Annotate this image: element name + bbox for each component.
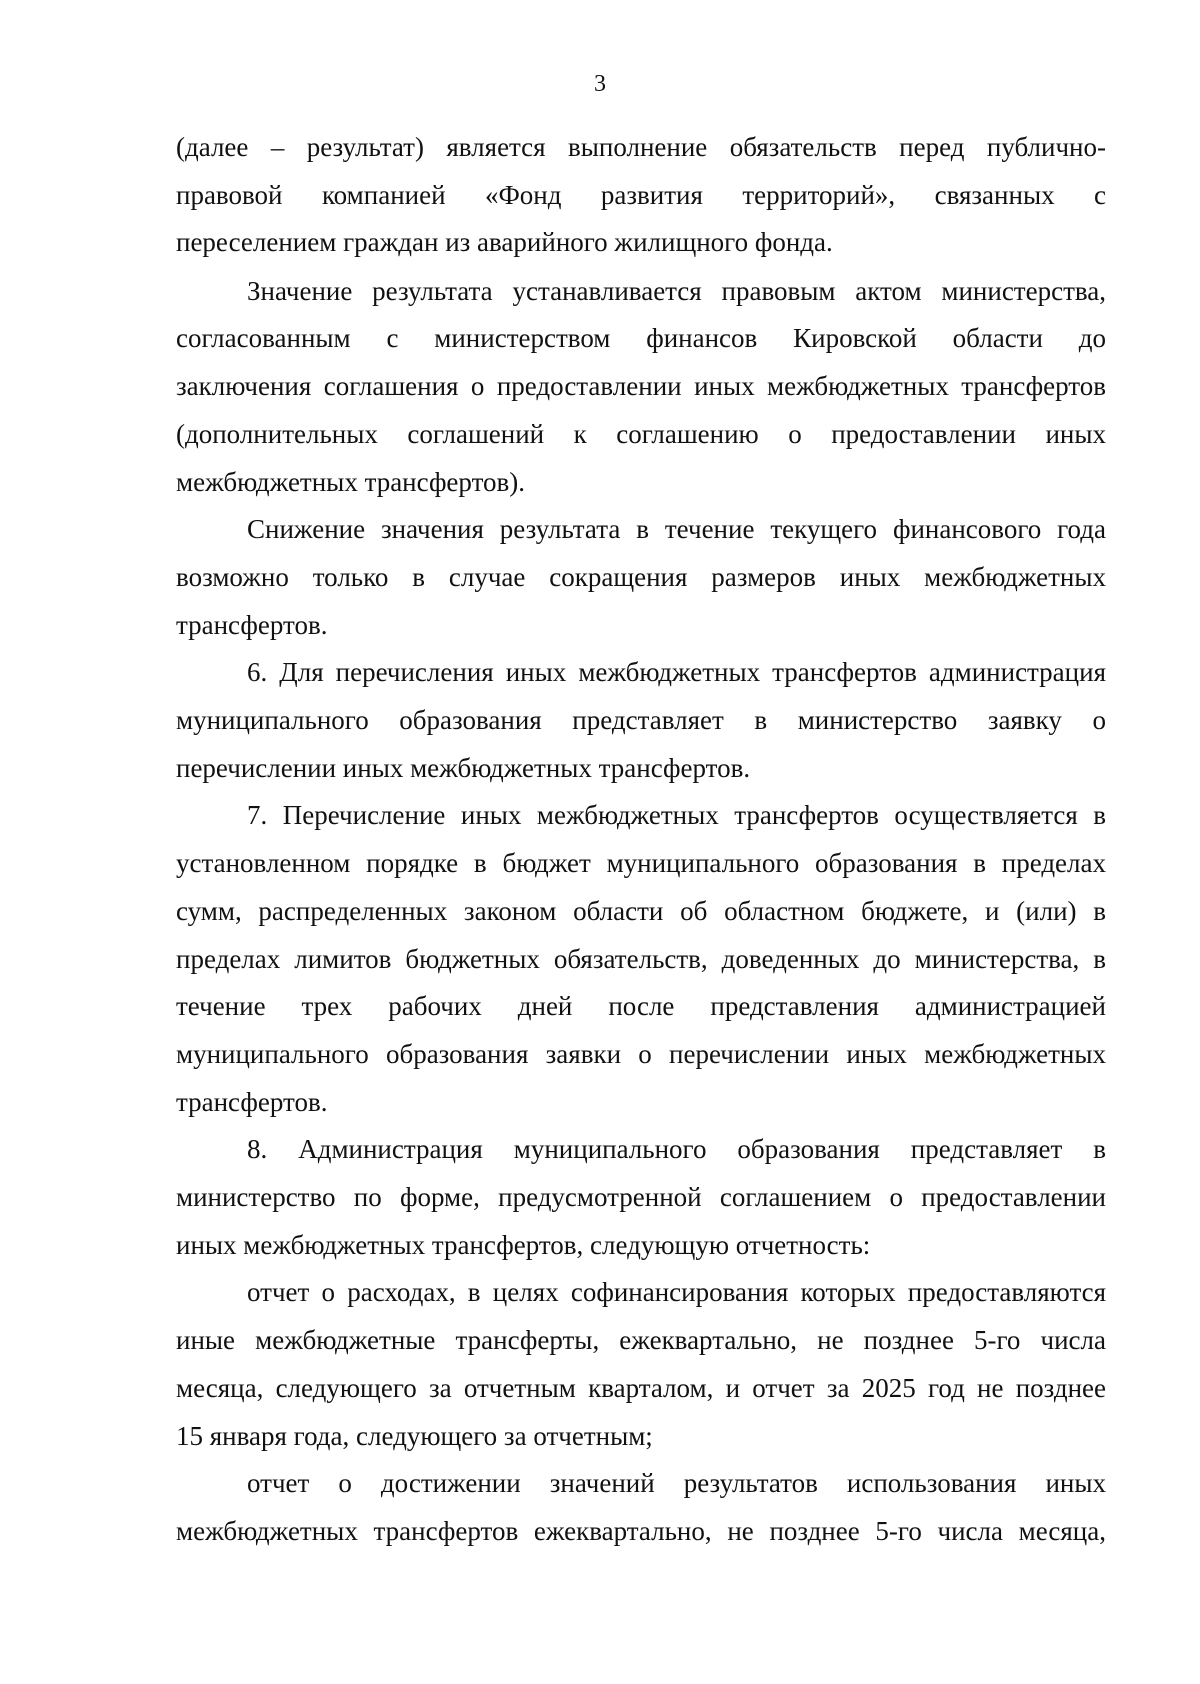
text-line: муниципального образования представляет в министерство заявку о: [176, 705, 1106, 736]
paragraph-item-6: [176, 649, 1106, 792]
text-line: течение трех рабочих дней после представления администрацией: [176, 991, 1106, 1022]
text-line: отчет о достижении значений результатов использования иных: [247, 1468, 1106, 1499]
text-line: межбюджетных трансфертов).: [176, 466, 525, 497]
text-line: (дополнительных соглашений к соглашению о предоставлении иных: [176, 418, 1106, 449]
paragraph-result-definition: [176, 124, 1106, 267]
text-line: трансфертов.: [176, 1086, 328, 1117]
paragraph-expense-report: [176, 1269, 1106, 1460]
text-line: межбюджетных трансфертов ежеквартально, не позднее 5-го числа месяца,: [176, 1515, 1106, 1546]
text-line: иные межбюджетные трансферты, ежеквартально, не позднее 5-го числа: [176, 1325, 1106, 1356]
paragraph-result-reduction: [176, 506, 1106, 649]
document-body: [176, 124, 1106, 1556]
paragraph-item-7: [176, 792, 1106, 1126]
text-line: 6. Для перечисления иных межбюджетных трансфертов администрация: [247, 657, 1106, 688]
text-line: правовой компанией «Фонд развития территорий», связанных с: [176, 179, 1106, 210]
text-line: 15 января года, следующего за отчетным;: [176, 1420, 653, 1451]
text-line: возможно только в случае сокращения размеров иных межбюджетных: [176, 561, 1106, 592]
text-line: согласованным с министерством финансов Кировской области до: [176, 323, 1106, 354]
text-line: муниципального образования заявки о перечислении иных межбюджетных: [176, 1038, 1106, 1069]
text-line: (далее – результат) является выполнение обязательств перед публично-: [176, 132, 1106, 162]
text-line: пределах лимитов бюджетных обязательств, доведенных до министерства, в: [176, 943, 1106, 974]
text-line: 7. Перечисление иных межбюджетных трансфертов осуществляется в: [247, 800, 1106, 831]
text-line: трансфертов.: [176, 609, 328, 640]
text-line: перечислении иных межбюджетных трансфертов.: [176, 752, 751, 783]
text-line: 8. Администрация муниципального образования представляет в: [247, 1134, 1106, 1165]
paragraph-result-value: [176, 268, 1106, 507]
paragraph-results-report: [176, 1460, 1106, 1555]
text-line: отчет о расходах, в целях софинансирования которых предоставляются: [247, 1277, 1106, 1308]
text-line: заключения соглашения о предоставлении иных межбюджетных трансфертов: [176, 371, 1106, 402]
paragraph-item-8: [176, 1126, 1106, 1269]
text-line: иных межбюджетных трансфертов, следующую отчетность:: [176, 1229, 871, 1260]
text-line: Значение результата устанавливается правовым актом министерства,: [247, 275, 1106, 306]
text-line: переселением граждан из аварийного жилищного фонда.: [176, 227, 833, 258]
text-line: установленном порядке в бюджет муниципального образования в пределах: [176, 848, 1106, 879]
text-line: сумм, распределенных законом области об областном бюджете, и (или) в: [176, 895, 1106, 926]
page-number: 3: [594, 71, 606, 97]
text-line: Снижение значения результата в течение текущего финансового года: [247, 514, 1106, 545]
text-line: министерство по форме, предусмотренной соглашением о предоставлении: [176, 1182, 1106, 1213]
text-line: месяца, следующего за отчетным кварталом, и отчет за 2025 год не позднее: [176, 1372, 1106, 1403]
